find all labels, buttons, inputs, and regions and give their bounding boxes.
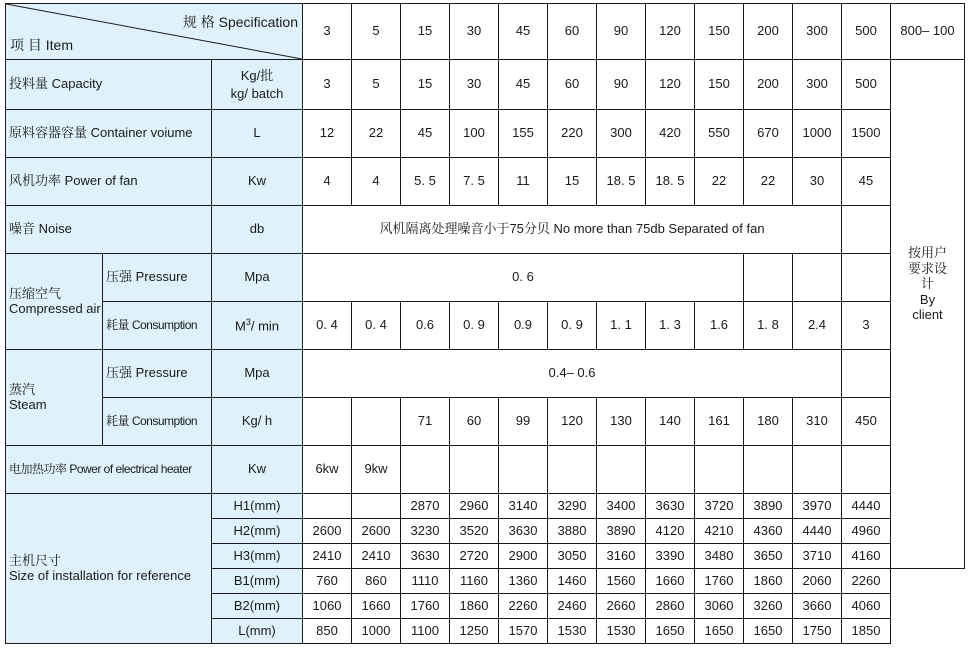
size-value: 1060 (303, 594, 352, 619)
fan-value: 18. 5 (597, 158, 646, 206)
steam-consumption-value: 60 (450, 398, 499, 446)
air-consumption-value: 2.4 (793, 302, 842, 350)
container-value: 1500 (842, 110, 891, 158)
container-value: 1000 (793, 110, 842, 158)
empty-cell (401, 446, 450, 494)
fan-value: 5. 5 (401, 158, 450, 206)
capacity-value: 15 (401, 60, 450, 110)
heater-value: 9kw (352, 446, 401, 494)
air-consumption-unit (212, 302, 303, 350)
size-dim-label: B1(mm) (212, 569, 303, 594)
size-value: 1000 (352, 619, 401, 644)
fan-unit: Kw (212, 158, 303, 206)
size-group-en: Size of installation for reference (9, 567, 192, 583)
custom-note-text: 按用户 要求设 计 By client (907, 245, 947, 323)
size-value: 4060 (842, 594, 891, 619)
steam-consumption-label: 耗量 Consumption (103, 398, 212, 446)
air-consumption-value: 0. 9 (548, 302, 597, 350)
fan-value: 7. 5 (450, 158, 499, 206)
empty-cell (695, 446, 744, 494)
size-value: 860 (352, 569, 401, 594)
size-value: 3480 (695, 544, 744, 569)
size-dim-label: L(mm) (212, 619, 303, 644)
air-consumption-label: 耗量 Consumption (103, 302, 212, 350)
air-group-cn: 压缩空气 (9, 285, 62, 301)
air-consumption-row (6, 302, 965, 350)
size-value: 4440 (793, 519, 842, 544)
size-value: 4440 (842, 494, 891, 519)
heater-unit: Kw (212, 446, 303, 494)
steam-consumption-value (352, 398, 401, 446)
size-dim-label: H1(mm) (212, 494, 303, 519)
size-value: 3650 (744, 544, 793, 569)
size-value: 3400 (597, 494, 646, 519)
spec-header-value: 5 (352, 4, 401, 60)
fan-value: 18. 5 (646, 158, 695, 206)
size-value: 1530 (548, 619, 597, 644)
noise-unit: db (212, 206, 303, 254)
empty-cell (548, 446, 597, 494)
container-label: 原料容器容量 Container voiume (6, 110, 212, 158)
size-value: 1250 (450, 619, 499, 644)
capacity-value: 90 (597, 60, 646, 110)
steam-pressure-row (6, 350, 965, 398)
size-value: 3140 (499, 494, 548, 519)
spec-header-value: 200 (744, 4, 793, 60)
air-consumption-value: 1. 1 (597, 302, 646, 350)
empty-cell (597, 446, 646, 494)
size-value: 2060 (793, 569, 842, 594)
empty-cell (499, 446, 548, 494)
air-consumption-value: 1.6 (695, 302, 744, 350)
steam-consumption-value: 120 (548, 398, 597, 446)
size-value: 2870 (401, 494, 450, 519)
size-value: 2410 (352, 544, 401, 569)
size-value: 3660 (793, 594, 842, 619)
steam-group-cn: 蒸汽 (9, 381, 36, 397)
air-consumption-value: 0. 4 (352, 302, 401, 350)
size-value: 2600 (352, 519, 401, 544)
air-consumption-value: 0. 4 (303, 302, 352, 350)
container-value: 220 (548, 110, 597, 158)
size-value: 3710 (793, 544, 842, 569)
spec-header-value: 15 (401, 4, 450, 60)
size-value: 2960 (450, 494, 499, 519)
steam-consumption-value: 180 (744, 398, 793, 446)
size-value: 4360 (744, 519, 793, 544)
container-value: 155 (499, 110, 548, 158)
capacity-value: 30 (450, 60, 499, 110)
size-dim-label: H3(mm) (212, 544, 303, 569)
size-value: 2410 (303, 544, 352, 569)
spec-header-value: 45 (499, 4, 548, 60)
size-value: 2260 (842, 569, 891, 594)
capacity-value: 300 (793, 60, 842, 110)
size-value: 1660 (646, 569, 695, 594)
steam-consumption-value (303, 398, 352, 446)
size-value: 3230 (401, 519, 450, 544)
size-value: 2720 (450, 544, 499, 569)
size-value: 2900 (499, 544, 548, 569)
size-value: 3050 (548, 544, 597, 569)
steam-group-label (6, 350, 103, 446)
size-value: 1660 (352, 594, 401, 619)
steam-consumption-value: 310 (793, 398, 842, 446)
size-value: 1570 (499, 619, 548, 644)
size-value: 2660 (597, 594, 646, 619)
noise-row (6, 206, 965, 254)
empty-cell (646, 446, 695, 494)
size-group-label (6, 494, 212, 644)
spec-header-label: 规 格 Specification (182, 14, 298, 30)
capacity-value: 500 (842, 60, 891, 110)
container-value: 100 (450, 110, 499, 158)
container-unit: L (212, 110, 303, 158)
container-value: 300 (597, 110, 646, 158)
fan-value: 22 (744, 158, 793, 206)
size-value: 1160 (450, 569, 499, 594)
fan-value: 11 (499, 158, 548, 206)
steam-consumption-value: 161 (695, 398, 744, 446)
size-value: 2600 (303, 519, 352, 544)
air-consumption-value: 0.9 (499, 302, 548, 350)
size-value: 760 (303, 569, 352, 594)
steam-consumption-value: 71 (401, 398, 450, 446)
size-value: 1460 (548, 569, 597, 594)
spec-header-value: 800– 100 (891, 4, 965, 60)
air-consumption-value: 3 (842, 302, 891, 350)
capacity-value: 150 (695, 60, 744, 110)
capacity-value: 45 (499, 60, 548, 110)
air-group-en: Compressed air (9, 300, 101, 316)
heater-label: 电加热功率 Power of electrical heater (6, 446, 212, 494)
size-value: 3630 (401, 544, 450, 569)
steam-consumption-unit: Kg/ h (212, 398, 303, 446)
spec-header-value: 90 (597, 4, 646, 60)
header-corner-cell (6, 4, 303, 60)
size-value: 2460 (548, 594, 597, 619)
size-value: 850 (303, 619, 352, 644)
size-value: 1850 (842, 619, 891, 644)
empty-cell (450, 446, 499, 494)
steam-pressure-unit: Mpa (212, 350, 303, 398)
fan-value: 45 (842, 158, 891, 206)
empty-cell (842, 350, 891, 398)
size-value: 1760 (401, 594, 450, 619)
custom-design-note (891, 60, 965, 569)
fan-label: 风机功率 Power of fan (6, 158, 212, 206)
heater-row (6, 446, 965, 494)
empty-cell (744, 446, 793, 494)
container-value: 22 (352, 110, 401, 158)
fan-value: 4 (303, 158, 352, 206)
fan-row (6, 158, 965, 206)
size-value: 1560 (597, 569, 646, 594)
air-pressure-unit: Mpa (212, 254, 303, 302)
fan-value: 30 (793, 158, 842, 206)
size-row (6, 494, 965, 519)
steam-pressure-value: 0.4– 0.6 (303, 350, 842, 398)
size-value: 3290 (548, 494, 597, 519)
size-value: 1650 (744, 619, 793, 644)
heater-value: 6kw (303, 446, 352, 494)
item-header-label: 项 目 Item (10, 36, 74, 53)
empty-cell (744, 254, 793, 302)
noise-value: 风机隔离处理噪音小于75分贝 No more than 75db Separated of fan (303, 206, 842, 254)
spec-header-value: 150 (695, 4, 744, 60)
air-pressure-row (6, 254, 965, 302)
spec-table (5, 3, 965, 644)
capacity-value: 5 (352, 60, 401, 110)
capacity-value: 200 (744, 60, 793, 110)
spec-header-value: 60 (548, 4, 597, 60)
size-value: 4160 (842, 544, 891, 569)
steam-consumption-row (6, 398, 965, 446)
air-pressure-value: 0. 6 (303, 254, 744, 302)
empty-cell (842, 206, 891, 254)
size-value: 3890 (597, 519, 646, 544)
size-value: 1360 (499, 569, 548, 594)
size-value: 1100 (401, 619, 450, 644)
size-value: 3890 (744, 494, 793, 519)
steam-consumption-value: 130 (597, 398, 646, 446)
capacity-label: 投料量 Capacity (6, 60, 212, 110)
size-value: 1650 (646, 619, 695, 644)
capacity-unit (212, 60, 303, 110)
noise-label: 噪音 Noise (6, 206, 212, 254)
container-value: 670 (744, 110, 793, 158)
size-value: 1110 (401, 569, 450, 594)
container-row (6, 110, 965, 158)
size-value: 1860 (450, 594, 499, 619)
steam-consumption-value: 140 (646, 398, 695, 446)
fan-value: 15 (548, 158, 597, 206)
air-consumption-value: 1. 3 (646, 302, 695, 350)
size-value: 1760 (695, 569, 744, 594)
size-value: 1530 (597, 619, 646, 644)
size-value: 2860 (646, 594, 695, 619)
steam-consumption-value: 450 (842, 398, 891, 446)
fan-value: 22 (695, 158, 744, 206)
size-value: 4960 (842, 519, 891, 544)
size-value (352, 494, 401, 519)
size-dim-label: B2(mm) (212, 594, 303, 619)
spec-header-value: 300 (793, 4, 842, 60)
size-value: 3880 (548, 519, 597, 544)
air-unit-sup: 3 (245, 316, 251, 327)
capacity-row (6, 60, 965, 110)
fan-value: 4 (352, 158, 401, 206)
air-unit-base: M (234, 318, 246, 334)
size-value: 3260 (744, 594, 793, 619)
size-value: 3160 (597, 544, 646, 569)
size-value: 1860 (744, 569, 793, 594)
empty-cell (793, 446, 842, 494)
size-value: 3520 (450, 519, 499, 544)
spec-header-value: 500 (842, 4, 891, 60)
container-value: 12 (303, 110, 352, 158)
capacity-value: 3 (303, 60, 352, 110)
spec-header-value: 120 (646, 4, 695, 60)
container-value: 420 (646, 110, 695, 158)
size-value (303, 494, 352, 519)
spec-header-value: 30 (450, 4, 499, 60)
empty-cell (842, 254, 891, 302)
size-value: 3630 (646, 494, 695, 519)
size-dim-label: H2(mm) (212, 519, 303, 544)
size-value: 3720 (695, 494, 744, 519)
container-value: 550 (695, 110, 744, 158)
header-row (6, 4, 965, 60)
capacity-unit-line1: Kg/批 (240, 67, 274, 83)
empty-cell (793, 254, 842, 302)
size-value: 3060 (695, 594, 744, 619)
empty-cell (842, 446, 891, 494)
air-group-label (6, 254, 103, 350)
air-pressure-label: 压强 Pressure (103, 254, 212, 302)
size-value: 4210 (695, 519, 744, 544)
capacity-value: 60 (548, 60, 597, 110)
size-group-cn: 主机尺寸 (9, 552, 62, 568)
spec-header-value: 3 (303, 4, 352, 60)
container-value: 45 (401, 110, 450, 158)
air-consumption-value: 0. 9 (450, 302, 499, 350)
steam-consumption-value: 99 (499, 398, 548, 446)
size-value: 3390 (646, 544, 695, 569)
air-consumption-value: 1. 8 (744, 302, 793, 350)
size-value: 4120 (646, 519, 695, 544)
size-value: 1650 (695, 619, 744, 644)
air-unit-tail: / min (250, 318, 280, 334)
steam-group-en: Steam (9, 396, 47, 412)
size-value: 3630 (499, 519, 548, 544)
capacity-value: 120 (646, 60, 695, 110)
size-value: 1750 (793, 619, 842, 644)
steam-pressure-label: 压强 Pressure (103, 350, 212, 398)
size-value: 2260 (499, 594, 548, 619)
air-consumption-value: 0.6 (401, 302, 450, 350)
capacity-unit-line2: kg/ batch (230, 85, 284, 101)
size-value: 3970 (793, 494, 842, 519)
